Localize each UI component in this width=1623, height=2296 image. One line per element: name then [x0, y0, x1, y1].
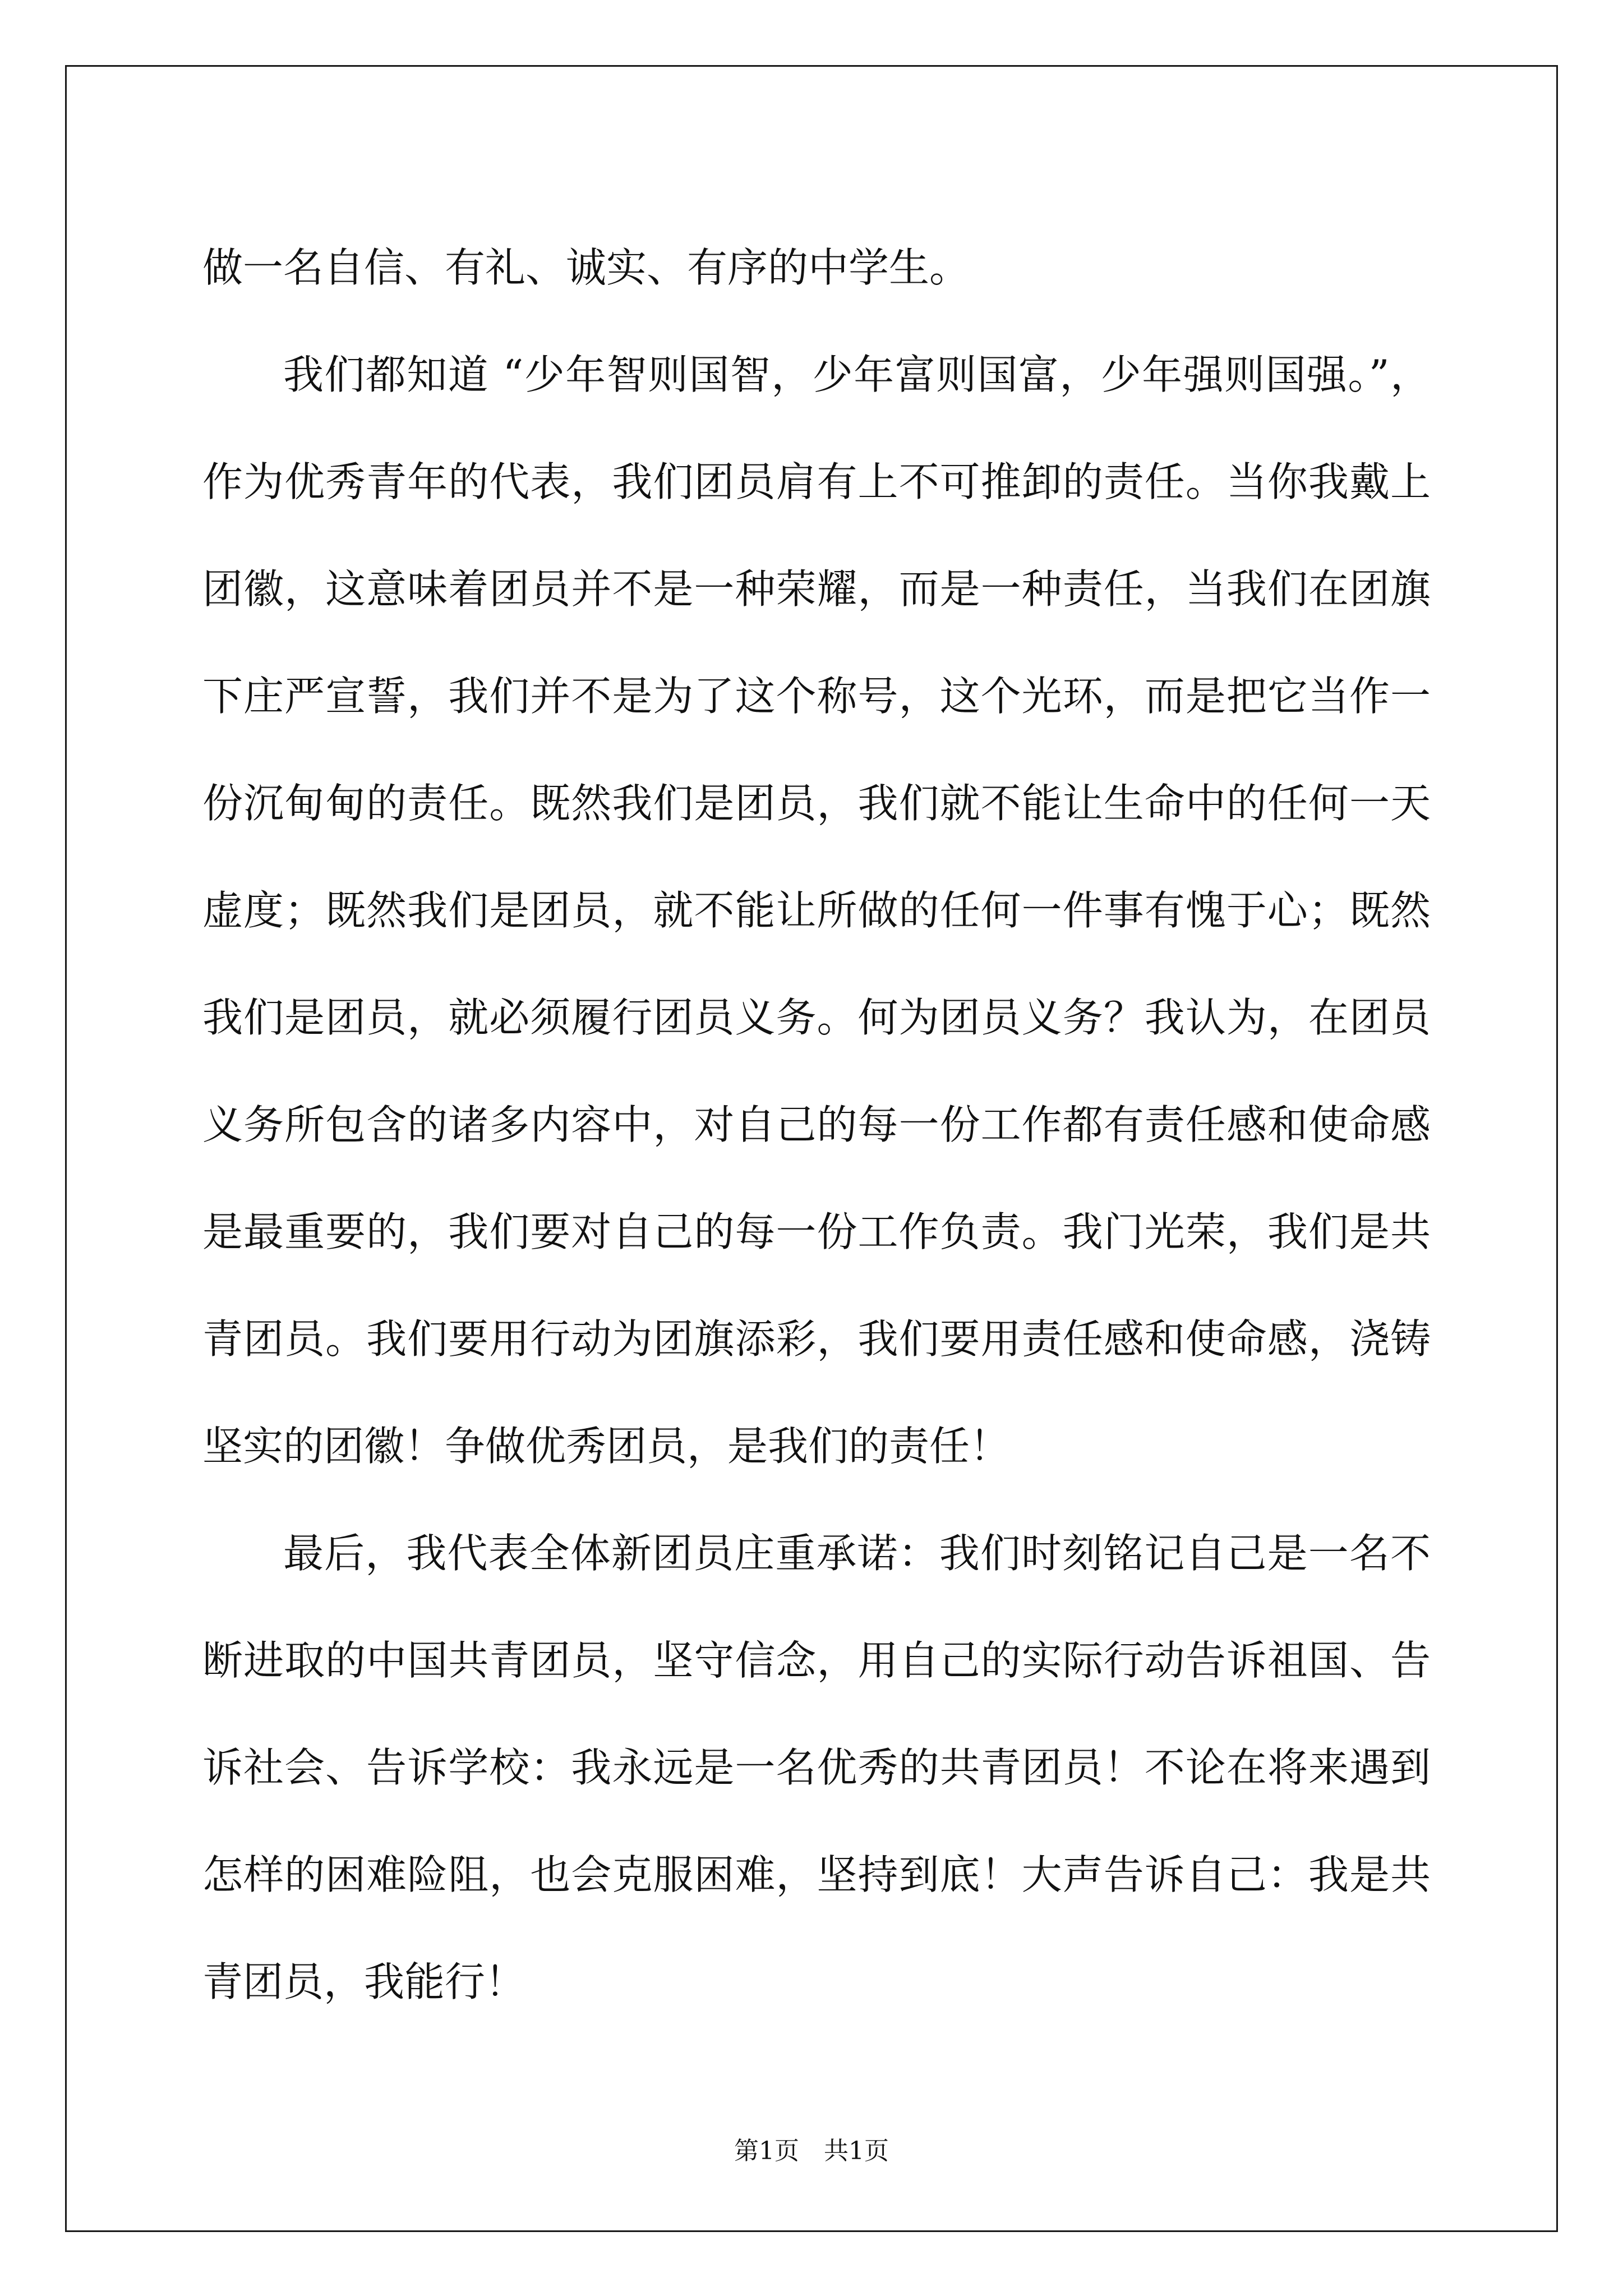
text-line: 虚度；既然我们是团员，就不能让所做的任何一件事有愧于心；既然: [202, 887, 1431, 934]
text-line: 我们都知道 “少年智则国智，少年富则国富，少年强则国强。”，: [283, 351, 1431, 398]
text-line: 是最重要的，我们要对自己的每一份工作负责。我门光荣，我们是共: [202, 1208, 1431, 1255]
text-line: 团徽，这意味着团员并不是一种荣耀，而是一种责任，当我们在团旗: [202, 565, 1431, 613]
text-line: 青团员，我能行！: [202, 1958, 526, 2005]
text-line: 我们是团员，就必须履行团员义务。何为团员义务？我认为，在团员: [202, 994, 1431, 1041]
text-line: 份沉甸甸的责任。既然我们是团员，我们就不能让生命中的任何一天: [202, 780, 1431, 827]
text-line: 诉社会、告诉学校：我永远是一名优秀的共青团员！不论在将来遇到: [202, 1744, 1431, 1791]
text-line: 下庄严宣誓，我们并不是为了这个称号，这个光环，而是把它当作一: [202, 673, 1431, 720]
text-line: 断进取的中国共青团员，坚守信念，用自己的实际行动告诉祖国、告: [202, 1637, 1431, 1684]
text-line: 怎样的困难险阻，也会克服困难，坚持到底！大声告诉自己：我是共: [202, 1851, 1431, 1898]
text-line: 作为优秀青年的代表，我们团员肩有上不可推卸的责任。当你我戴上: [202, 458, 1431, 505]
text-line: 做一名自信、有礼、诚实、有序的中学生。: [202, 244, 970, 291]
text-line: 最后，我代表全体新团员庄重承诺：我们时刻铭记自己是一名不: [283, 1530, 1431, 1577]
text-line: 义务所包含的诸多内容中，对自己的每一份工作都有责任感和使命感: [202, 1101, 1431, 1148]
page-number: 第1页 共1页: [734, 2137, 889, 2165]
text-line: 青团员。我们要用行动为团旗添彩，我们要用责任感和使命感，浇铸: [202, 1315, 1431, 1363]
document-body: [202, 214, 1431, 2036]
text-line: 坚实的团徽！争做优秀团员，是我们的责任！: [202, 1423, 1011, 1470]
